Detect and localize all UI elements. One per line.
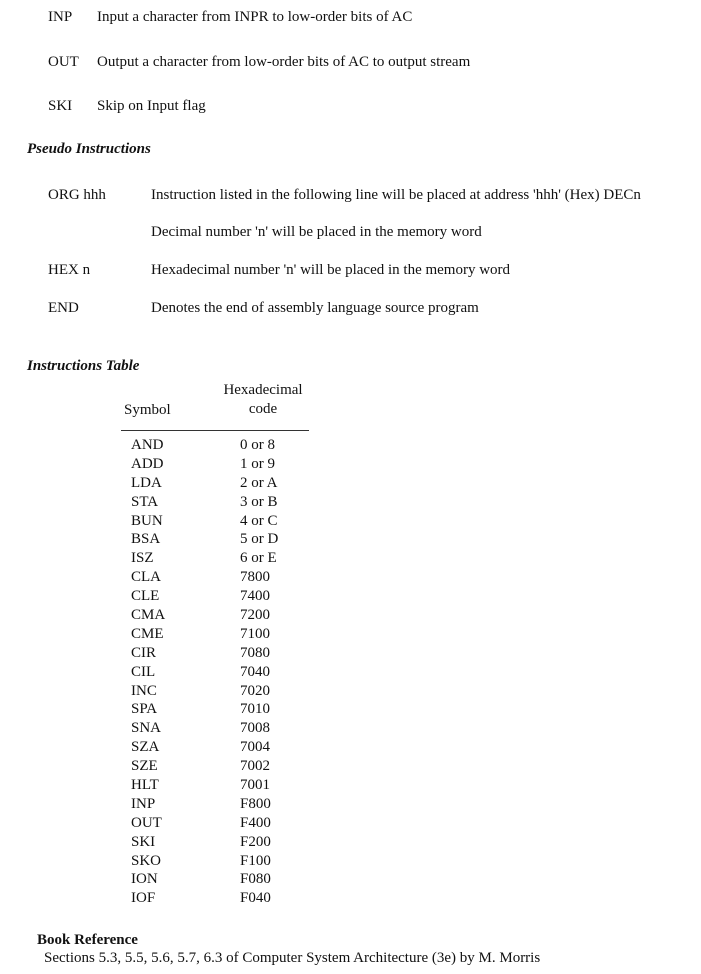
table-cell-code: 4 or C xyxy=(240,512,278,529)
table-cell-code: 7400 xyxy=(240,588,270,605)
table-cell-symbol: BSA xyxy=(131,531,161,548)
column-header-symbol: Symbol xyxy=(124,402,171,418)
table-row xyxy=(118,474,313,493)
io-instruction-inp xyxy=(0,9,701,29)
table-cell-symbol: AND xyxy=(131,437,164,453)
table-header-rule xyxy=(121,430,309,431)
table-cell-code: 7001 xyxy=(240,777,270,794)
io-description: Output a character from low-order bits of AC to output stream xyxy=(97,54,471,70)
table-row xyxy=(118,719,313,738)
pseudo-description: Instruction listed in the following line will be placed at address 'hhh' (Hex) DECn xyxy=(151,187,641,203)
table-cell-symbol: CLE xyxy=(131,588,160,605)
table-row xyxy=(118,587,313,606)
table-cell-symbol: IOF xyxy=(131,890,156,907)
table-cell-symbol: SNA xyxy=(131,720,162,737)
pseudo-instructions-heading: Pseudo Instructions xyxy=(27,141,151,157)
io-description: Input a character from INPR to low-order bits of AC xyxy=(97,9,413,25)
table-cell-code: 7200 xyxy=(240,607,270,624)
table-cell-symbol: CLA xyxy=(131,569,161,586)
table-row xyxy=(118,814,313,833)
table-row xyxy=(118,663,313,682)
pseudo-symbol: END xyxy=(48,300,79,316)
table-cell-symbol: SZE xyxy=(131,758,158,775)
table-row xyxy=(118,795,313,814)
table-row xyxy=(118,757,313,776)
table-cell-symbol: INP xyxy=(131,795,156,812)
pseudo-description: Denotes the end of assembly language source program xyxy=(151,300,479,316)
table-cell-code: 5 or D xyxy=(240,531,279,548)
table-cell-code: F080 xyxy=(240,871,271,888)
book-reference-text: Sections 5.3, 5.5, 5.6, 5.7, 6.3 of Computer System Architecture (3e) by M. Morris xyxy=(44,950,541,966)
table-cell-code: 7004 xyxy=(240,739,270,756)
table-row xyxy=(118,776,313,795)
column-header-code: code xyxy=(248,401,278,417)
pseudo-item-dec xyxy=(0,224,701,244)
table-cell-code: F400 xyxy=(240,814,271,831)
io-description: Skip on Input flag xyxy=(97,98,206,114)
table-cell-symbol: ADD xyxy=(131,455,164,472)
table-cell-code: 7100 xyxy=(240,625,270,642)
table-cell-symbol: HLT xyxy=(131,777,159,794)
table-row xyxy=(118,606,313,625)
table-cell-symbol: LDA xyxy=(131,474,162,491)
column-header-hexadecimal: Hexadecimal xyxy=(223,382,303,398)
pseudo-item-org xyxy=(0,187,701,207)
table-cell-symbol: CMA xyxy=(131,607,166,624)
pseudo-symbol: HEX n xyxy=(48,262,91,278)
table-cell-code: 2 or A xyxy=(240,474,278,491)
table-row xyxy=(118,833,313,852)
io-instruction-ski xyxy=(0,98,701,118)
io-symbol: SKI xyxy=(48,98,73,114)
table-cell-code: 7080 xyxy=(240,644,270,661)
table-row xyxy=(118,852,313,871)
table-cell-code: F800 xyxy=(240,795,271,812)
table-row xyxy=(118,549,313,568)
table-cell-symbol: ISZ xyxy=(131,550,154,567)
table-cell-code: 7010 xyxy=(240,701,270,718)
table-cell-symbol: SPA xyxy=(131,701,158,718)
table-row xyxy=(118,889,313,908)
table-row xyxy=(118,512,313,531)
table-cell-symbol: SKI xyxy=(131,833,156,850)
table-row xyxy=(118,700,313,719)
table-cell-symbol: CIL xyxy=(131,663,156,680)
pseudo-item-hex xyxy=(0,262,701,282)
table-cell-code: F200 xyxy=(240,833,271,850)
table-row xyxy=(118,568,313,587)
table-cell-code: 1 or 9 xyxy=(240,455,275,472)
table-row xyxy=(118,455,313,474)
table-cell-code: F100 xyxy=(240,852,271,869)
table-cell-code: 7008 xyxy=(240,720,270,737)
table-cell-symbol: SZA xyxy=(131,739,160,756)
table-cell-code: 3 or B xyxy=(240,493,278,510)
pseudo-description: Hexadecimal number 'n' will be placed in the memory word xyxy=(151,262,511,278)
table-row xyxy=(118,530,313,549)
io-symbol: OUT xyxy=(48,54,79,70)
book-reference-title: Book Reference xyxy=(37,932,138,948)
table-cell-code: 6 or E xyxy=(240,550,277,567)
table-row xyxy=(118,436,313,455)
table-row xyxy=(118,870,313,889)
io-instruction-out xyxy=(0,54,701,74)
table-row xyxy=(118,644,313,663)
table-cell-code: F040 xyxy=(240,890,271,907)
table-cell-symbol: CME xyxy=(131,625,164,642)
table-cell-symbol: ION xyxy=(131,871,158,888)
table-row xyxy=(118,682,313,701)
pseudo-item-end xyxy=(0,300,701,320)
table-row xyxy=(118,738,313,757)
table-cell-symbol: CIR xyxy=(131,644,157,661)
pseudo-description: Decimal number 'n' will be placed in the memory word xyxy=(151,224,482,240)
table-cell-symbol: BUN xyxy=(131,512,163,529)
table-body xyxy=(118,436,313,908)
table-cell-code: 0 or 8 xyxy=(240,437,275,453)
table-cell-code: 7020 xyxy=(240,682,270,699)
pseudo-symbol: ORG hhh xyxy=(48,187,106,203)
table-cell-symbol: OUT xyxy=(131,814,162,831)
table-cell-symbol: INC xyxy=(131,682,157,699)
table-cell-code: 7002 xyxy=(240,758,270,775)
io-symbol: INP xyxy=(48,9,73,25)
table-row xyxy=(118,625,313,644)
table-cell-code: 7800 xyxy=(240,569,270,586)
instructions-table-heading: Instructions Table xyxy=(27,358,140,374)
table-cell-code: 7040 xyxy=(240,663,270,680)
table-cell-symbol: SKO xyxy=(131,852,162,869)
table-row xyxy=(118,493,313,512)
table-cell-symbol: STA xyxy=(131,493,159,510)
